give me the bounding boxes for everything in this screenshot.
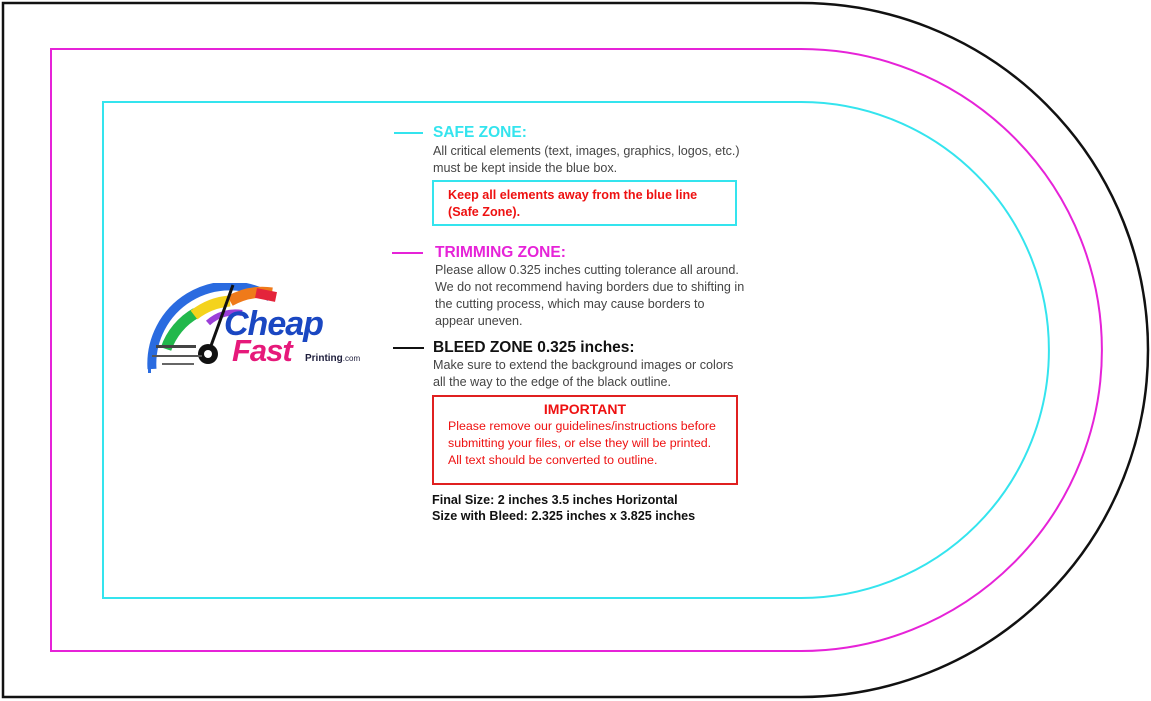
trimming-zone-line: the cutting process, which may cause borders to [435,297,705,311]
safe-zone-line: All critical elements (text, images, graphics, logos, etc.) [433,144,740,158]
safe-zone-note-box [432,180,737,226]
trimming-zone-line: appear uneven. [435,314,523,328]
important-box [432,395,738,485]
safe-zone-line: must be kept inside the blue box. [433,161,618,175]
bleed-zone-description [433,357,763,391]
logo-word-fast: Fast [232,333,292,368]
logo-suffix [305,353,360,365]
trimming-zone-title: TRIMMING ZONE: [435,244,566,261]
trimming-zone-description [435,262,775,330]
important-line: submitting your files, or else they will be printed. [448,436,712,450]
safe-legend-line [394,132,423,134]
bleed-zone-line: Make sure to extend the background images or colors [433,358,734,372]
bleed-legend-line [393,347,424,349]
safe-zone-description [433,143,763,177]
final-size: Final Size: 2 inches 3.5 inches Horizontal [432,493,678,507]
bleed-zone-title: BLEED ZONE 0.325 inches: [433,339,635,356]
important-title: IMPORTANT [543,401,627,417]
safe-zone-note-line: (Safe Zone). [448,205,521,219]
company-logo [138,283,368,378]
size-info [432,492,695,524]
logo-suffix-small: .com [342,354,361,363]
logo-word-cheap: Cheap [224,305,323,343]
trimming-zone-line: Please allow 0.325 inches cutting tolerance all around. [435,263,739,277]
logo-suffix-main: Printing [305,353,343,364]
safe-zone-note-line: Keep all elements away from the blue line [448,188,698,202]
safe-zone-title: SAFE ZONE: [433,124,527,141]
trimming-zone-line: We do not recommend having borders due to shifting in [435,280,745,294]
bleed-zone-line: all the way to the edge of the black outline. [433,375,672,389]
bleed-size: Size with Bleed: 2.325 inches x 3.825 inches [432,509,696,523]
important-line: All text should be converted to outline. [448,453,658,467]
important-line: Please remove our guidelines/instructions before [448,419,716,433]
trim-legend-line [392,252,423,254]
